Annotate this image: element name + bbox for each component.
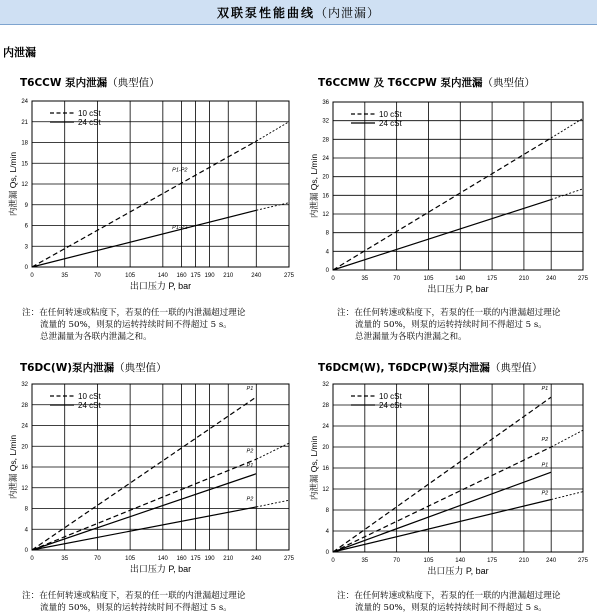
note-line: 流量的 50%，则泵的运转持续时间不得超过 5 s。 [355, 603, 547, 613]
plot-frame [333, 102, 583, 270]
x-tick-label: 0 [30, 556, 34, 562]
chart-panel-t6dcw [8, 360, 310, 600]
chart-title-suffix: （典型值） [489, 362, 543, 374]
y-tick-label: 12 [322, 487, 329, 493]
series-extension [256, 122, 289, 141]
series-label: P1-P2 [172, 167, 188, 174]
note-line: 注：在任何转速或粘度下，若泵的任一联的内泄漏超过理论 [22, 591, 246, 601]
x-tick-label: 275 [577, 276, 589, 282]
page-header [0, 0, 597, 24]
y-tick-label: 20 [322, 174, 329, 181]
x-tick-label: 190 [204, 273, 215, 279]
legend-label: 24 cSt [379, 119, 402, 128]
y-tick-label: 32 [21, 382, 28, 388]
y-tick-label: 0 [24, 548, 28, 554]
note-line: 流量的 50%，则泵的运转持续时间不得超过 5 s。 [355, 320, 547, 330]
y-tick-label: 20 [21, 444, 28, 451]
series-extension [551, 430, 583, 447]
x-axis-label: 出口压力 P, bar [129, 281, 192, 291]
section-title: 内泄漏 [3, 46, 36, 59]
x-tick-label: 0 [331, 276, 335, 282]
series-line [333, 472, 551, 552]
y-tick-label: 12 [322, 212, 329, 218]
x-tick-label: 175 [190, 273, 201, 279]
x-tick-label: 240 [251, 273, 262, 279]
chart-note [22, 590, 245, 614]
x-tick-label: 210 [223, 273, 234, 279]
series-label: P1-P2 [172, 225, 188, 232]
note-line: 注：在任何转速或粘度下，若泵的任一联的内泄漏超过理论 [22, 308, 246, 318]
chart-svg [309, 360, 597, 585]
series-line [333, 397, 551, 552]
chart-note [22, 307, 245, 343]
y-tick-label: 8 [325, 508, 329, 514]
note-line: 总泄漏量为各联内泄漏之和。 [40, 332, 152, 342]
note-line: 流量的 50%，则泵的运转持续时间不得超过 5 s。 [40, 320, 232, 330]
chart-title-text: T6DC(W)泵内泄漏 [20, 362, 115, 374]
x-tick-label: 160 [176, 273, 187, 279]
y-tick-label: 20 [322, 445, 329, 451]
series-extension [256, 443, 289, 459]
y-tick-label: 32 [322, 118, 329, 125]
x-tick-label: 105 [125, 556, 136, 562]
y-axis-label: 内泄漏 Qs, L/min [309, 435, 319, 501]
y-tick-label: 28 [322, 137, 329, 144]
y-tick-label: 24 [21, 99, 28, 105]
legend-label: 10 cSt [379, 392, 402, 401]
x-tick-label: 140 [157, 556, 168, 562]
chart-title-suffix: （典型值） [482, 77, 536, 89]
series-extension [551, 189, 583, 200]
y-tick-label: 16 [322, 466, 329, 472]
y-tick-label: 18 [21, 140, 28, 147]
y-tick-label: 32 [322, 382, 329, 388]
x-tick-label: 35 [361, 276, 369, 282]
y-axis-label: 内泄漏 Qs, L/min [8, 434, 18, 500]
x-tick-label: 160 [176, 556, 187, 562]
chart-panel-t6ccw [8, 75, 310, 335]
series-line [32, 474, 256, 550]
series-extension [256, 203, 289, 211]
note-line: 注：在任何转速或粘度下，若泵的任一联的内泄漏超过理论 [337, 308, 561, 318]
y-tick-label: 36 [322, 100, 329, 106]
x-tick-label: 35 [61, 273, 69, 279]
legend-label: 24 cSt [78, 401, 101, 410]
x-axis-label: 出口压力 P, bar [427, 566, 489, 576]
y-tick-label: 8 [24, 506, 28, 513]
x-axis-label: 出口压力 P, bar [129, 564, 192, 574]
page-header-title [0, 4, 597, 21]
series-label: P2 [246, 496, 254, 503]
series-line [333, 200, 551, 270]
series-extension [551, 118, 583, 138]
y-tick-label: 4 [24, 527, 28, 534]
x-tick-label: 70 [393, 276, 400, 282]
x-tick-label: 275 [577, 558, 589, 564]
y-tick-label: 0 [325, 268, 329, 274]
x-tick-label: 105 [125, 273, 136, 279]
header-title-text: 双联泵性能曲线 [216, 6, 315, 20]
header-rule [0, 24, 597, 25]
chart-svg [8, 360, 310, 585]
x-tick-label: 190 [204, 556, 215, 562]
x-tick-label: 175 [487, 276, 498, 282]
x-tick-label: 0 [331, 558, 335, 564]
chart-title-text: T6DCM(W), T6DCP(W)泵内泄漏 [318, 362, 490, 374]
legend-label: 24 cSt [379, 401, 402, 410]
y-tick-label: 0 [24, 265, 28, 271]
legend-label: 24 cSt [78, 118, 101, 127]
y-tick-label: 24 [322, 424, 329, 430]
y-tick-label: 4 [325, 249, 329, 256]
x-tick-label: 105 [423, 276, 434, 282]
y-tick-label: 4 [325, 529, 329, 535]
x-tick-label: 175 [190, 556, 201, 562]
y-tick-label: 12 [21, 182, 28, 188]
chart-title-suffix: （典型值） [114, 362, 167, 374]
series-label: P1 [246, 463, 254, 470]
x-tick-label: 275 [283, 556, 295, 562]
y-tick-label: 16 [21, 465, 28, 471]
x-tick-label: 140 [455, 276, 466, 282]
series-line [32, 507, 256, 550]
legend-label: 10 cSt [379, 110, 402, 119]
x-tick-label: 70 [393, 558, 400, 564]
y-tick-label: 24 [322, 156, 329, 162]
series-line [333, 447, 551, 552]
x-tick-label: 105 [423, 558, 434, 564]
y-axis-label: 内泄漏 Qs, L/min [309, 153, 319, 219]
series-line [32, 397, 256, 550]
y-tick-label: 16 [322, 193, 329, 200]
y-tick-label: 3 [24, 244, 28, 251]
x-tick-label: 140 [455, 558, 466, 564]
x-tick-label: 140 [157, 273, 168, 279]
chart-svg [309, 75, 597, 320]
series-line [333, 500, 551, 553]
x-tick-label: 35 [361, 558, 369, 564]
y-tick-label: 8 [325, 230, 329, 237]
series-label: P1 [541, 385, 549, 392]
x-tick-label: 70 [94, 273, 101, 279]
y-tick-label: 0 [325, 550, 329, 556]
y-tick-label: 9 [24, 202, 28, 209]
series-label: P2 [246, 448, 254, 455]
series-label: P2 [541, 436, 549, 443]
series-line [32, 210, 256, 267]
x-tick-label: 210 [518, 276, 529, 282]
note-line: 注：在任何转速或粘度下，若泵的任一联的内泄漏超过理论 [337, 591, 561, 601]
series-label: P1 [246, 385, 254, 392]
chart-panel-t6ccmw [309, 75, 597, 335]
x-tick-label: 240 [546, 558, 557, 564]
x-tick-label: 0 [30, 273, 34, 279]
chart-note [337, 307, 560, 343]
y-tick-label: 15 [21, 161, 28, 168]
y-axis-label: 内泄漏 Qs, L/min [8, 151, 18, 217]
chart-note [337, 590, 560, 614]
y-tick-label: 21 [21, 119, 28, 126]
y-tick-label: 28 [322, 403, 329, 409]
series-line [32, 141, 256, 267]
note-line: 总泄漏量为各联内泄漏之和。 [355, 332, 467, 342]
x-axis-label: 出口压力 P, bar [427, 284, 489, 294]
header-subtitle-text: （内泄漏） [315, 6, 381, 20]
series-label: P2 [541, 490, 549, 497]
x-tick-label: 175 [487, 558, 498, 564]
y-tick-label: 6 [24, 223, 28, 230]
note-line: 流量的 50%，则泵的运转持续时间不得超过 5 s。 [40, 603, 232, 613]
x-tick-label: 210 [223, 556, 234, 562]
x-tick-label: 240 [546, 276, 557, 282]
x-tick-label: 70 [94, 556, 101, 562]
chart-title-text: T6CCW 泵内泄漏 [20, 77, 108, 89]
x-tick-label: 35 [61, 556, 69, 562]
x-tick-label: 240 [251, 556, 262, 562]
chart-panel-t6dcmw [309, 360, 597, 600]
x-tick-label: 210 [518, 558, 529, 564]
chart-title-text: T6CCMW 及 T6CCPW 泵内泄漏 [318, 77, 483, 89]
chart-title-suffix: （典型值） [107, 77, 160, 89]
y-tick-label: 12 [21, 485, 28, 492]
x-tick-label: 275 [283, 273, 295, 279]
y-tick-label: 28 [21, 402, 28, 409]
chart-svg [8, 75, 310, 320]
series-extension [256, 500, 289, 507]
legend-label: 10 cSt [78, 392, 101, 401]
legend-label: 10 cSt [78, 109, 101, 118]
series-label: P1 [541, 462, 549, 469]
y-tick-label: 24 [21, 423, 28, 430]
series-extension [551, 492, 583, 500]
